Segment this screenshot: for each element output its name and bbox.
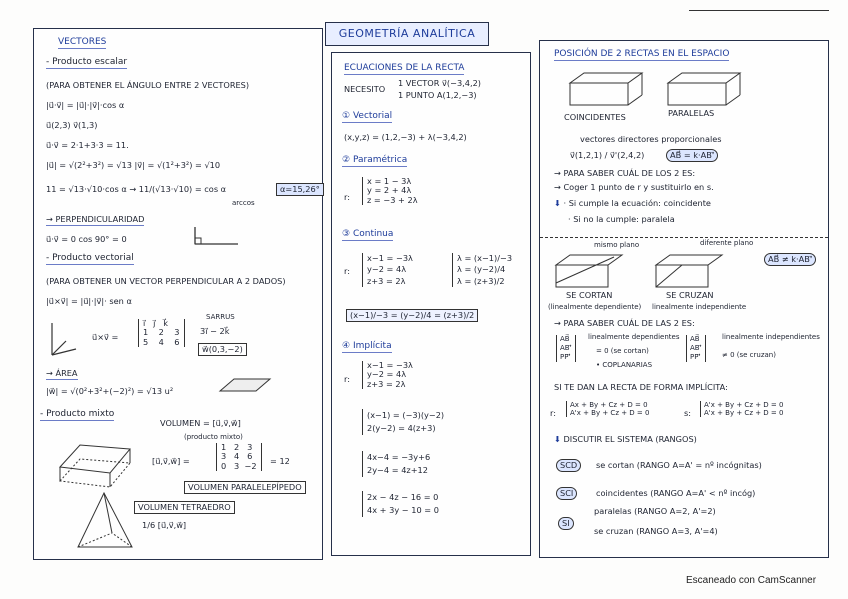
matrix-row: i⃗ j⃗ k⃗ — [143, 318, 168, 328]
tetra-eq: 1/6 [u⃗,v⃗,w⃗] — [142, 520, 187, 530]
parallelepiped-icon — [50, 433, 140, 489]
eq-line: λ = (x−1)/−3 — [457, 253, 513, 263]
pm-matrix — [216, 443, 262, 471]
r-label-2: r: — [344, 266, 350, 276]
s-label-imp: s: — [684, 408, 692, 418]
eq-line: y = 2 + 4λ — [367, 185, 412, 196]
para-angulo-text: (PARA OBTENER EL ÁNGULO ENTRE 2 VECTORES) — [46, 80, 250, 90]
matrix-row: 3 4 6 — [221, 451, 253, 462]
eq-line: x = 1 − 3λ — [367, 176, 412, 186]
implicita-step3 — [362, 451, 430, 477]
continua-system — [362, 253, 413, 287]
cloud-si: SI — [558, 517, 574, 530]
num-3: ③ — [342, 229, 351, 239]
w-vector-result: w⃗(0,3,−2) — [198, 343, 247, 356]
eq-line: z = −3 + 2λ — [367, 194, 418, 205]
matrix-label: u⃗×v⃗ = — [92, 332, 119, 342]
ld-text: linealmente dependientes — [588, 333, 680, 341]
formula-escalar: |u⃗·v⃗| = |u⃗|·|v⃗|·cos α — [46, 100, 125, 110]
pm-result: = 12 — [270, 456, 290, 466]
vectorial-eq: (x,y,z) = (1,2,−3) + λ(−3,4,2) — [344, 132, 467, 142]
eq-line: 2(y−2) = 4(z+3) — [367, 423, 436, 434]
necesito-punto: 1 PUNTO A(1,2,−3) — [398, 90, 477, 100]
sarrus-result: 3i⃗ − 2k⃗ — [200, 326, 230, 336]
num-1: ① — [342, 111, 351, 121]
divider — [540, 237, 828, 238]
matrix-row: 1 2 3 — [143, 327, 180, 338]
calc-dot: u⃗·v⃗ = 2·1+3·3 = 11. — [46, 140, 129, 150]
calc-cos: 11 = √13·√10·cos α → 11/(√13·√10) = cos α — [46, 184, 227, 194]
eq-line: 2y−4 = 4z+12 — [367, 465, 428, 476]
dan-text: SI TE DAN LA RECTA DE FORMA IMPLÍCITA: — [554, 382, 728, 392]
vect-dir-text: vectores directores proporcionales — [580, 134, 722, 144]
eq-line: z+3 = 2λ — [367, 378, 406, 389]
vectorial-heading: ① Vectorial — [342, 111, 392, 123]
paralelas-label: PARALELAS — [668, 108, 715, 118]
line-positions-panel — [539, 40, 829, 558]
perp-heading: → PERPENDICULARIDAD — [46, 215, 144, 226]
implicita-system — [362, 361, 413, 389]
area-heading: → ÁREA — [46, 369, 78, 380]
vectors-panel — [33, 28, 323, 560]
arrow-down-icon: ⬇ — [554, 434, 561, 444]
pm-label: [u⃗,v⃗,w⃗] = — [152, 456, 190, 466]
eq-line: (x−1) = (−3)(y−2) — [367, 410, 445, 420]
continua-final: (x−1)/−3 = (y−2)/4 = (z+3)/2 — [346, 309, 478, 322]
r-label-3: r: — [344, 374, 350, 384]
page-title: GEOMETRÍA ANALÍTICA — [325, 22, 489, 46]
producto-escalar-heading: - Producto escalar — [46, 57, 127, 69]
discutir-row: ⬇ DISCUTIR EL SISTEMA (RANGOS) — [554, 434, 697, 444]
eq-line: x−1 = −3λ — [367, 253, 413, 263]
tetrahedron-icon — [72, 489, 138, 553]
continua-heading: ③ Continua — [342, 229, 393, 241]
ecuaciones-heading: ECUACIONES DE LA RECTA — [344, 63, 464, 75]
se-cruzan-2: ≠ 0 (se cruzan) — [722, 351, 776, 359]
num-4: ④ — [342, 341, 351, 351]
pv-formula: |u⃗×v⃗| = |u⃗|·|v⃗|· sen α — [46, 296, 132, 306]
implicita-final — [362, 491, 439, 517]
cloud-not-proportional: AB⃗ ≠ k·AB'⃗ — [764, 253, 816, 266]
perp-eq: u⃗·v⃗ = 0 cos 90° = 0 — [46, 234, 127, 244]
eq-line: 4x + 3y − 10 = 0 — [367, 505, 439, 516]
s-implicit-system — [700, 401, 783, 417]
cloud-scd: SCD — [556, 459, 581, 472]
vol-tetrahedron: VOLUMEN TETRAEDRO — [134, 501, 235, 514]
vd-eq: v⃗(1,2,1) / v⃗'(2,4,2) — [570, 150, 645, 160]
vol-parallelepiped: VOLUMEN PARALELEPÍPEDO — [184, 481, 306, 494]
vectores-heading: VECTORES — [58, 37, 106, 49]
right-angle-icon — [192, 225, 242, 247]
necesito-label: NECESITO — [344, 84, 386, 94]
arrow-down-icon: ⬇ — [554, 198, 561, 208]
alpha-result: α=15,26° — [276, 183, 324, 196]
sci-text: coincidentes (RANGO A=A' < nº incóg) — [596, 488, 756, 498]
scd-text: se cortan (RANGO A=A' = nº incógnitas) — [596, 460, 762, 470]
parallel-box-icon — [662, 69, 746, 109]
parametrica-heading: ② Paramétrica — [342, 155, 407, 167]
r-label-imp: r: — [550, 408, 556, 418]
matrix-row: 5 4 6 — [143, 336, 180, 347]
eq-line: y−2 = 4λ — [367, 369, 407, 380]
necesito-vector: 1 VECTOR v⃗(−3,4,2) — [398, 78, 481, 88]
se-cruzan-label: SE CRUZAN — [666, 290, 714, 300]
eq-line: z+3 = 2λ — [367, 275, 406, 286]
se-cruzan-sub: linealmente independiente — [652, 303, 747, 311]
vectors-given: u⃗(2,3) v⃗(1,3) — [46, 120, 98, 130]
li-text: linealmente independientes — [722, 333, 820, 341]
producto-vectorial-heading: - Producto vectorial — [46, 253, 134, 265]
producto-mixto-note: (producto mixto) — [184, 433, 243, 441]
implicita-heading: ④ Implícita — [342, 341, 392, 353]
se-cortan-2: = 0 (se cortan) — [596, 347, 649, 355]
mismo-plano-label: mismo plano — [594, 241, 640, 249]
eq-line: 4x−4 = −3y+6 — [367, 452, 431, 462]
saber-2: → PARA SABER CUÁL DE LAS 2 ES: — [554, 318, 695, 328]
cloud-proportional: AB⃗ = k·AB'⃗ — [666, 149, 718, 162]
coger-text: → Coger 1 punto de r y sustituirlo en s. — [554, 182, 714, 192]
eq-line: Ax + By + Cz + D = 0 — [570, 401, 648, 409]
diferente-plano-label: diferente plano — [700, 239, 754, 247]
sarrus-label: SARRUS — [206, 313, 235, 321]
eq-line: A'x + By + Cz + D = 0 — [704, 409, 784, 418]
se-cortan-sub: (linealmente dependiente) — [548, 303, 642, 311]
r-implicit-system — [566, 401, 649, 417]
eq-line: y−2 = 4λ — [367, 264, 407, 275]
coincidentes-label: COINCIDENTES — [564, 112, 626, 122]
para-perp-text: (PARA OBTENER UN VECTOR PERPENDICULAR A 2 DADOS) — [46, 276, 286, 286]
matrix-row: 1 2 3 — [221, 442, 253, 452]
calc-mod: |u⃗| = √(2²+3²) = √13 |v⃗| = √(1²+3²) = √10 — [46, 160, 221, 170]
skew-box-icon — [652, 251, 728, 291]
arrow-down-icon-1-row: ⬇ · Si cumple la ecuación: coincidente — [554, 198, 711, 208]
eq-line: A'x + By + Cz + D = 0 — [704, 401, 784, 409]
eq-line: λ = (y−2)/4 — [457, 264, 506, 275]
lambda-system — [452, 253, 512, 287]
cloud-sci: SCI — [556, 487, 577, 500]
camscanner-footer: Escaneado con CamScanner — [686, 575, 817, 586]
coincident-box-icon — [564, 69, 648, 109]
det-independent: AB⃗ AB'⃗ PP'⃗ — [686, 335, 706, 362]
eq-line: x−1 = −3λ — [367, 360, 413, 370]
vector-matrix — [138, 319, 185, 347]
saber-1: → PARA SABER CUÁL DE LOS 2 ES: — [554, 168, 696, 178]
producto-mixto-heading: - Producto mixto — [40, 409, 114, 421]
matrix-row: 0 3 −2 — [221, 460, 257, 471]
cross-vectors-icon — [42, 317, 82, 361]
coplanarias-text: • COPLANARIAS — [596, 361, 653, 369]
num-2: ② — [342, 155, 351, 165]
volumen-text: VOLUMEN = [u⃗,v⃗,w⃗] — [160, 418, 241, 428]
se-cortan-label: SE CORTAN — [566, 290, 613, 300]
posicion-heading: POSICIÓN DE 2 RECTAS EN EL ESPACIO — [554, 49, 729, 61]
implicita-step2 — [362, 409, 444, 435]
line-equations-panel — [331, 52, 531, 556]
parametric-system — [362, 177, 418, 205]
top-right-mark — [689, 10, 829, 11]
area-eq: |w⃗| = √(0²+3²+(−2)²) = √13 u² — [46, 386, 174, 396]
si-no-text: · Si no la cumple: paralela — [568, 214, 675, 224]
parallelogram-icon — [214, 375, 274, 395]
eq-line: A'x + By + Cz + D = 0 — [570, 409, 650, 418]
r-label-1: r: — [344, 192, 350, 202]
det-dependent: AB⃗ AB'⃗ PP'⃗ — [556, 335, 576, 362]
eq-line: λ = (z+3)/2 — [457, 275, 505, 286]
eq-line: 2x − 4z − 16 = 0 — [367, 492, 439, 502]
si-text-1: paralelas (RANGO A=2, A'=2) — [594, 506, 716, 516]
si-text-2: se cruzan (RANGO A=3, A'=4) — [594, 526, 718, 536]
intersect-box-icon — [552, 251, 628, 291]
arccos-label: arccos — [232, 199, 255, 207]
